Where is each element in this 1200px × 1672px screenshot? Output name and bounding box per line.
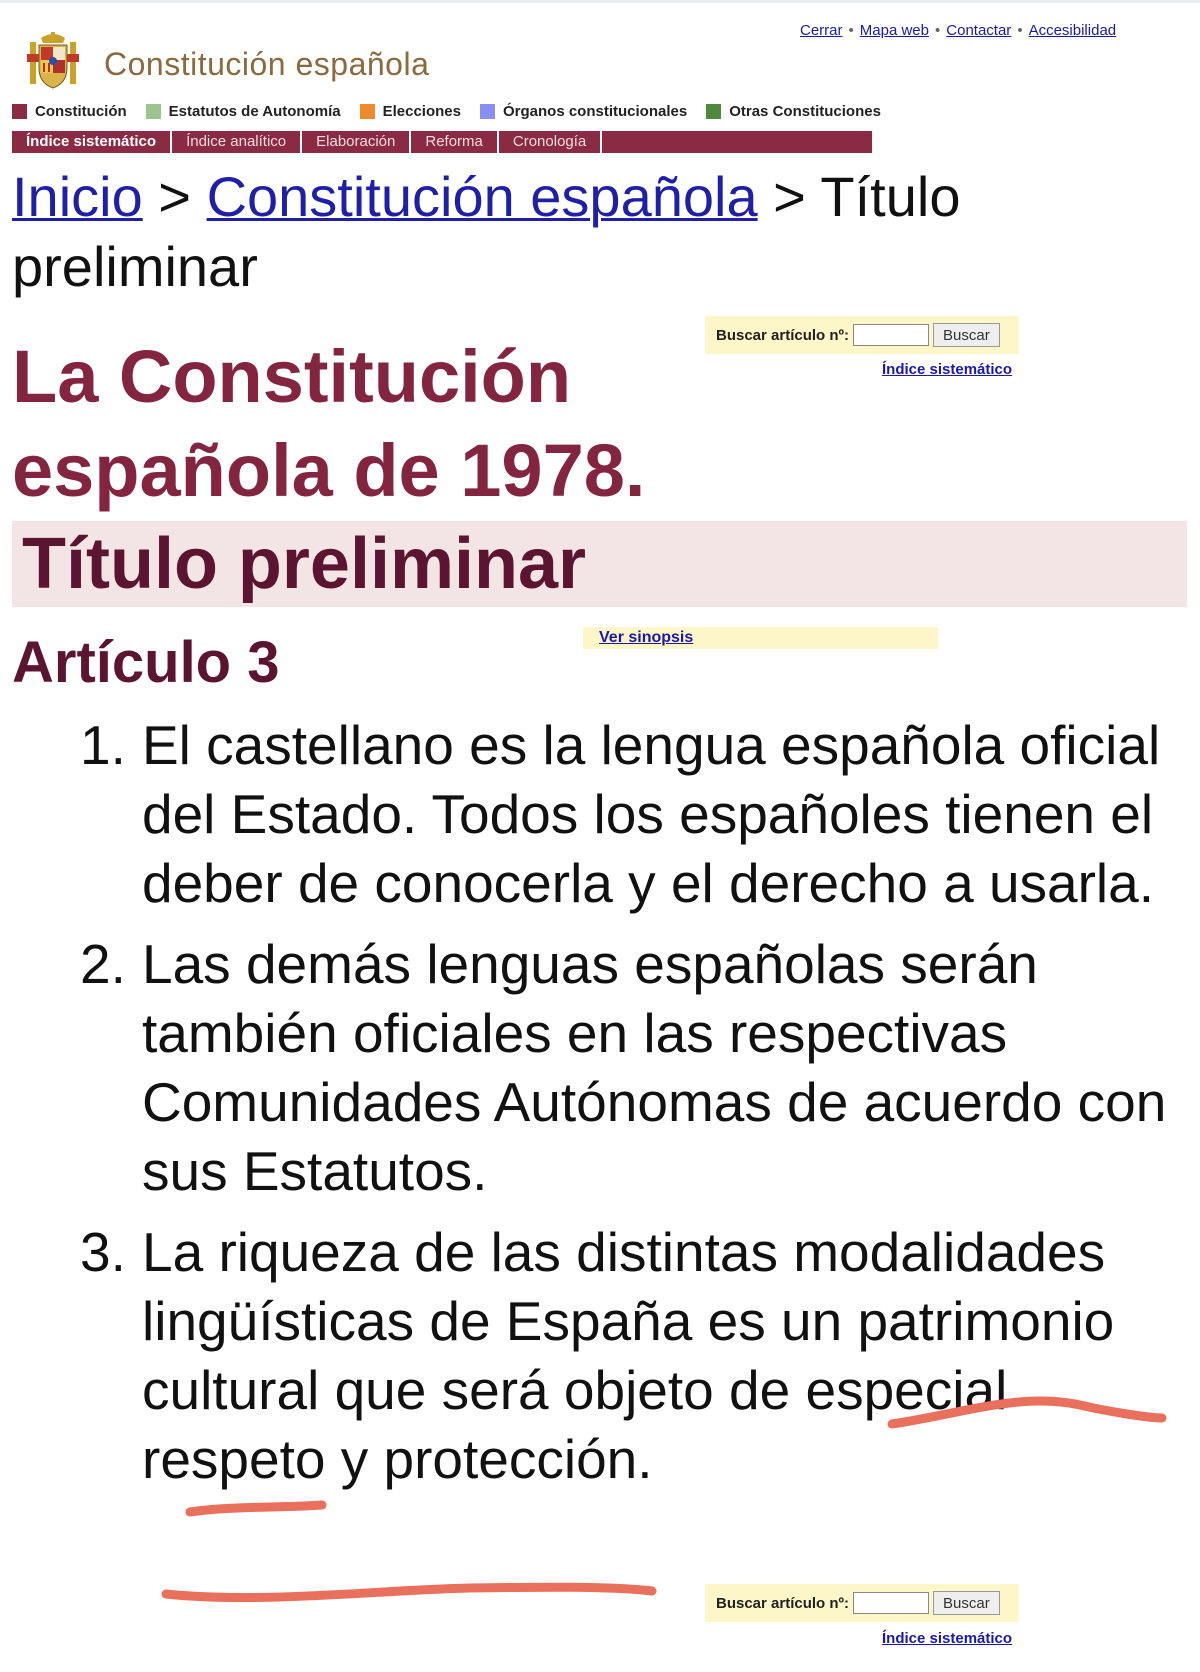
category-swatch — [146, 104, 161, 119]
category-elecciones[interactable] — [360, 103, 461, 120]
category-swatch — [706, 104, 721, 119]
section-title: Título preliminar — [22, 524, 587, 604]
category-organos[interactable] — [480, 103, 687, 120]
search-button[interactable]: Buscar — [933, 323, 1000, 347]
category-label: Constitución — [35, 103, 127, 120]
category-constitucion[interactable] — [12, 103, 127, 120]
accessibility-link[interactable]: Accesibilidad — [1028, 22, 1117, 39]
breadcrumb-home-link[interactable]: Inicio — [12, 165, 143, 228]
top-border — [0, 0, 1200, 3]
tab-bar — [12, 131, 872, 153]
article-search-top — [705, 316, 1019, 354]
close-link[interactable]: Cerrar — [800, 22, 843, 39]
category-legend — [12, 103, 881, 120]
item-text: El castellano es la lengua española oficial del Estado. Todos los españoles tienen el deber de conocerla y el derecho a usarla. — [142, 714, 1161, 914]
tab-elaboracion[interactable]: Elaboración — [302, 131, 411, 153]
article-search-bottom — [705, 1584, 1019, 1622]
tab-reforma[interactable]: Reforma — [411, 131, 499, 153]
item-text: La riqueza de las distintas modalidades lingüísticas de España es un patrimonio cultural que será objeto de especial respeto y protección. — [142, 1221, 1115, 1490]
utility-links: Cerrar • Mapa web • Contactar • Accesibilidad — [800, 22, 1117, 39]
article-number-input[interactable] — [853, 324, 929, 346]
synopsis-box — [583, 627, 938, 649]
article-number-input[interactable] — [853, 1592, 929, 1614]
article-item — [0, 1218, 1200, 1494]
item-text: Las demás lenguas españolas serán también oficiales en las respectivas Comunidades Autónomas de acuerdo con sus Estatutos. — [142, 933, 1167, 1202]
sitemap-link[interactable]: Mapa web — [859, 22, 929, 39]
category-label: Órganos constitucionales — [503, 103, 688, 120]
article-item — [0, 930, 1200, 1206]
index-link-top[interactable]: Índice sistemático — [882, 361, 1013, 378]
article-title: Artículo 3 — [12, 630, 280, 695]
category-swatch — [480, 104, 495, 119]
coat-of-arms-logo[interactable] — [24, 30, 82, 92]
tab-indice-sistematico[interactable]: Índice sistemático — [12, 131, 172, 153]
breadcrumb-section-link[interactable]: Constitución española — [206, 165, 758, 228]
site-title[interactable]: Constitución española — [104, 46, 430, 82]
tab-indice-analitico[interactable]: Índice analítico — [172, 131, 302, 153]
contact-link[interactable]: Contactar — [946, 22, 1012, 39]
search-button[interactable]: Buscar — [933, 1591, 1000, 1615]
index-link-bottom[interactable]: Índice sistemático — [882, 1630, 1013, 1647]
item-number: 2. — [80, 933, 126, 995]
synopsis-link[interactable]: Ver sinopsis — [599, 629, 694, 646]
category-otras[interactable] — [706, 103, 881, 120]
category-label: Otras Constituciones — [729, 103, 881, 120]
search-label: Buscar artículo nº: — [716, 1594, 850, 1612]
category-swatch — [360, 104, 375, 119]
breadcrumb-separator: > — [757, 165, 821, 228]
category-swatch — [12, 104, 27, 119]
breadcrumb — [12, 162, 1092, 302]
article-item — [0, 711, 1200, 918]
breadcrumb-current: Título preliminar — [12, 165, 961, 298]
tab-cronologia[interactable]: Cronología — [499, 131, 602, 153]
article-items — [0, 711, 1200, 1506]
coat-of-arms-icon — [24, 30, 82, 92]
category-label: Estatutos de Autonomía — [168, 103, 341, 120]
tab-bar-fill — [602, 131, 872, 153]
page-title: La Constitución española de 1978. — [12, 335, 646, 512]
search-label: Buscar artículo nº: — [716, 326, 850, 344]
underline-respeto-proteccion — [166, 1587, 652, 1597]
underline-respeto — [190, 1505, 322, 1512]
category-label: Elecciones — [382, 103, 461, 120]
breadcrumb-separator: > — [142, 165, 207, 228]
category-estatutos[interactable] — [146, 103, 341, 120]
item-number: 1. — [80, 714, 126, 776]
item-number: 3. — [80, 1221, 126, 1283]
